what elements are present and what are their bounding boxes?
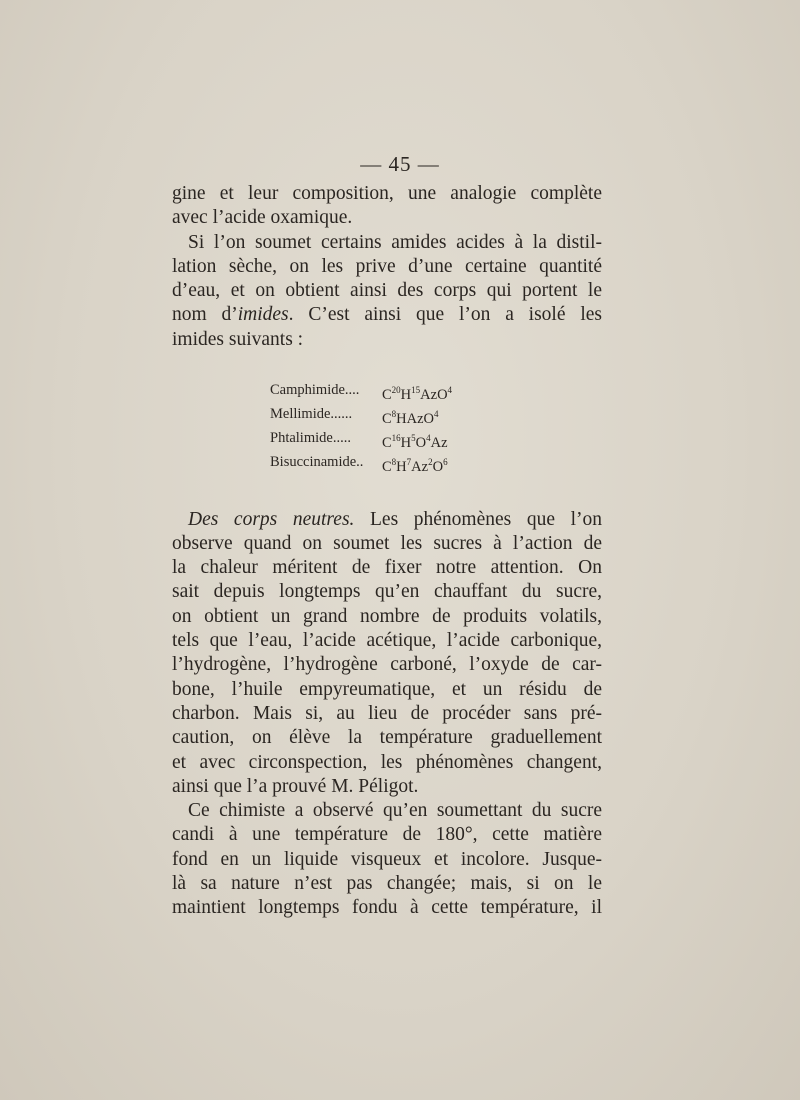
imide-formula: $C^8HAzO^4$ [382,409,439,428]
imide-name: Camphimide.... [270,382,360,399]
text-line: et avec circonspection, les phénomènes changent, [172,751,602,773]
imide-name: Phtalimide..... [270,430,351,447]
text-line: l’hydrogène, l’hydrogène carboné, l’oxyde de car- [172,654,602,676]
body-text [172,182,602,921]
text-line: là sa nature n’est pas changée; mais, si on le [172,873,602,895]
text-line: on obtient un grand nombre de produits volatils, [172,605,602,627]
imide-row [270,381,602,405]
text-line: nom d’imides. C’est ainsi que l’on a isolé les [172,304,602,326]
text-line: observe quand on soumet les sucres à l’action de [172,532,602,554]
imide-row [270,453,602,477]
italic-heading: Des corps neutres. [188,508,355,530]
italic-term: imides [237,304,289,326]
text-line: avec l’acide oxamique. [172,207,353,229]
text-line: caution, on élève la température graduellement [172,727,602,749]
imide-formula: $C^8H^7Az^2O^6$ [382,457,448,476]
text-line: lation sèche, on les prive d’une certaine quantité [172,255,602,277]
text-line: Des corps neutres. Les phénomènes que l’on [188,508,603,530]
text-line: tels que l’eau, l’acide acétique, l’acide carbonique, [172,630,602,652]
text-line: imides suivants : [172,328,304,350]
page-number: — 45 — [360,152,440,176]
imides-table [270,381,602,478]
imide-formula: $C^{20}H^{15}AzO^4$ [382,385,453,403]
imide-row [270,429,602,453]
text-line: maintient longtemps fondu à cette température, il [172,897,602,919]
text-line: la chaleur méritent de fixer notre attention. On [172,557,602,579]
imide-name: Mellimide...... [270,406,353,423]
text-line: gine et leur composition, une analogie complète [172,183,602,204]
text-line: charbon. Mais si, au lieu de procéder sans pré- [172,702,602,724]
text-line: fond en un liquide visqueux et incolore. Jusque- [172,848,602,870]
text-line: bone, l’huile empyreumatique, et un résidu de [172,678,602,700]
text-line: Si l’on soumet certains amides acides à la distil- [188,231,602,253]
imide-name: Bisuccinamide.. [270,454,364,471]
text-line: candi à une température de 180°, cette matière [172,824,602,846]
text-line: ainsi que l’a prouvé M. Péligot. [172,775,419,797]
text-line: Ce chimiste a observé qu’en soumettant du sucre [188,800,602,822]
text-line: sait depuis longtemps qu’en chauffant du sucre, [172,581,602,603]
text-line: d’eau, et on obtient ainsi des corps qui portent le [172,280,602,302]
imide-formula: $C^{16}H^5O^4Az$ [382,433,448,452]
imide-row [270,405,602,429]
